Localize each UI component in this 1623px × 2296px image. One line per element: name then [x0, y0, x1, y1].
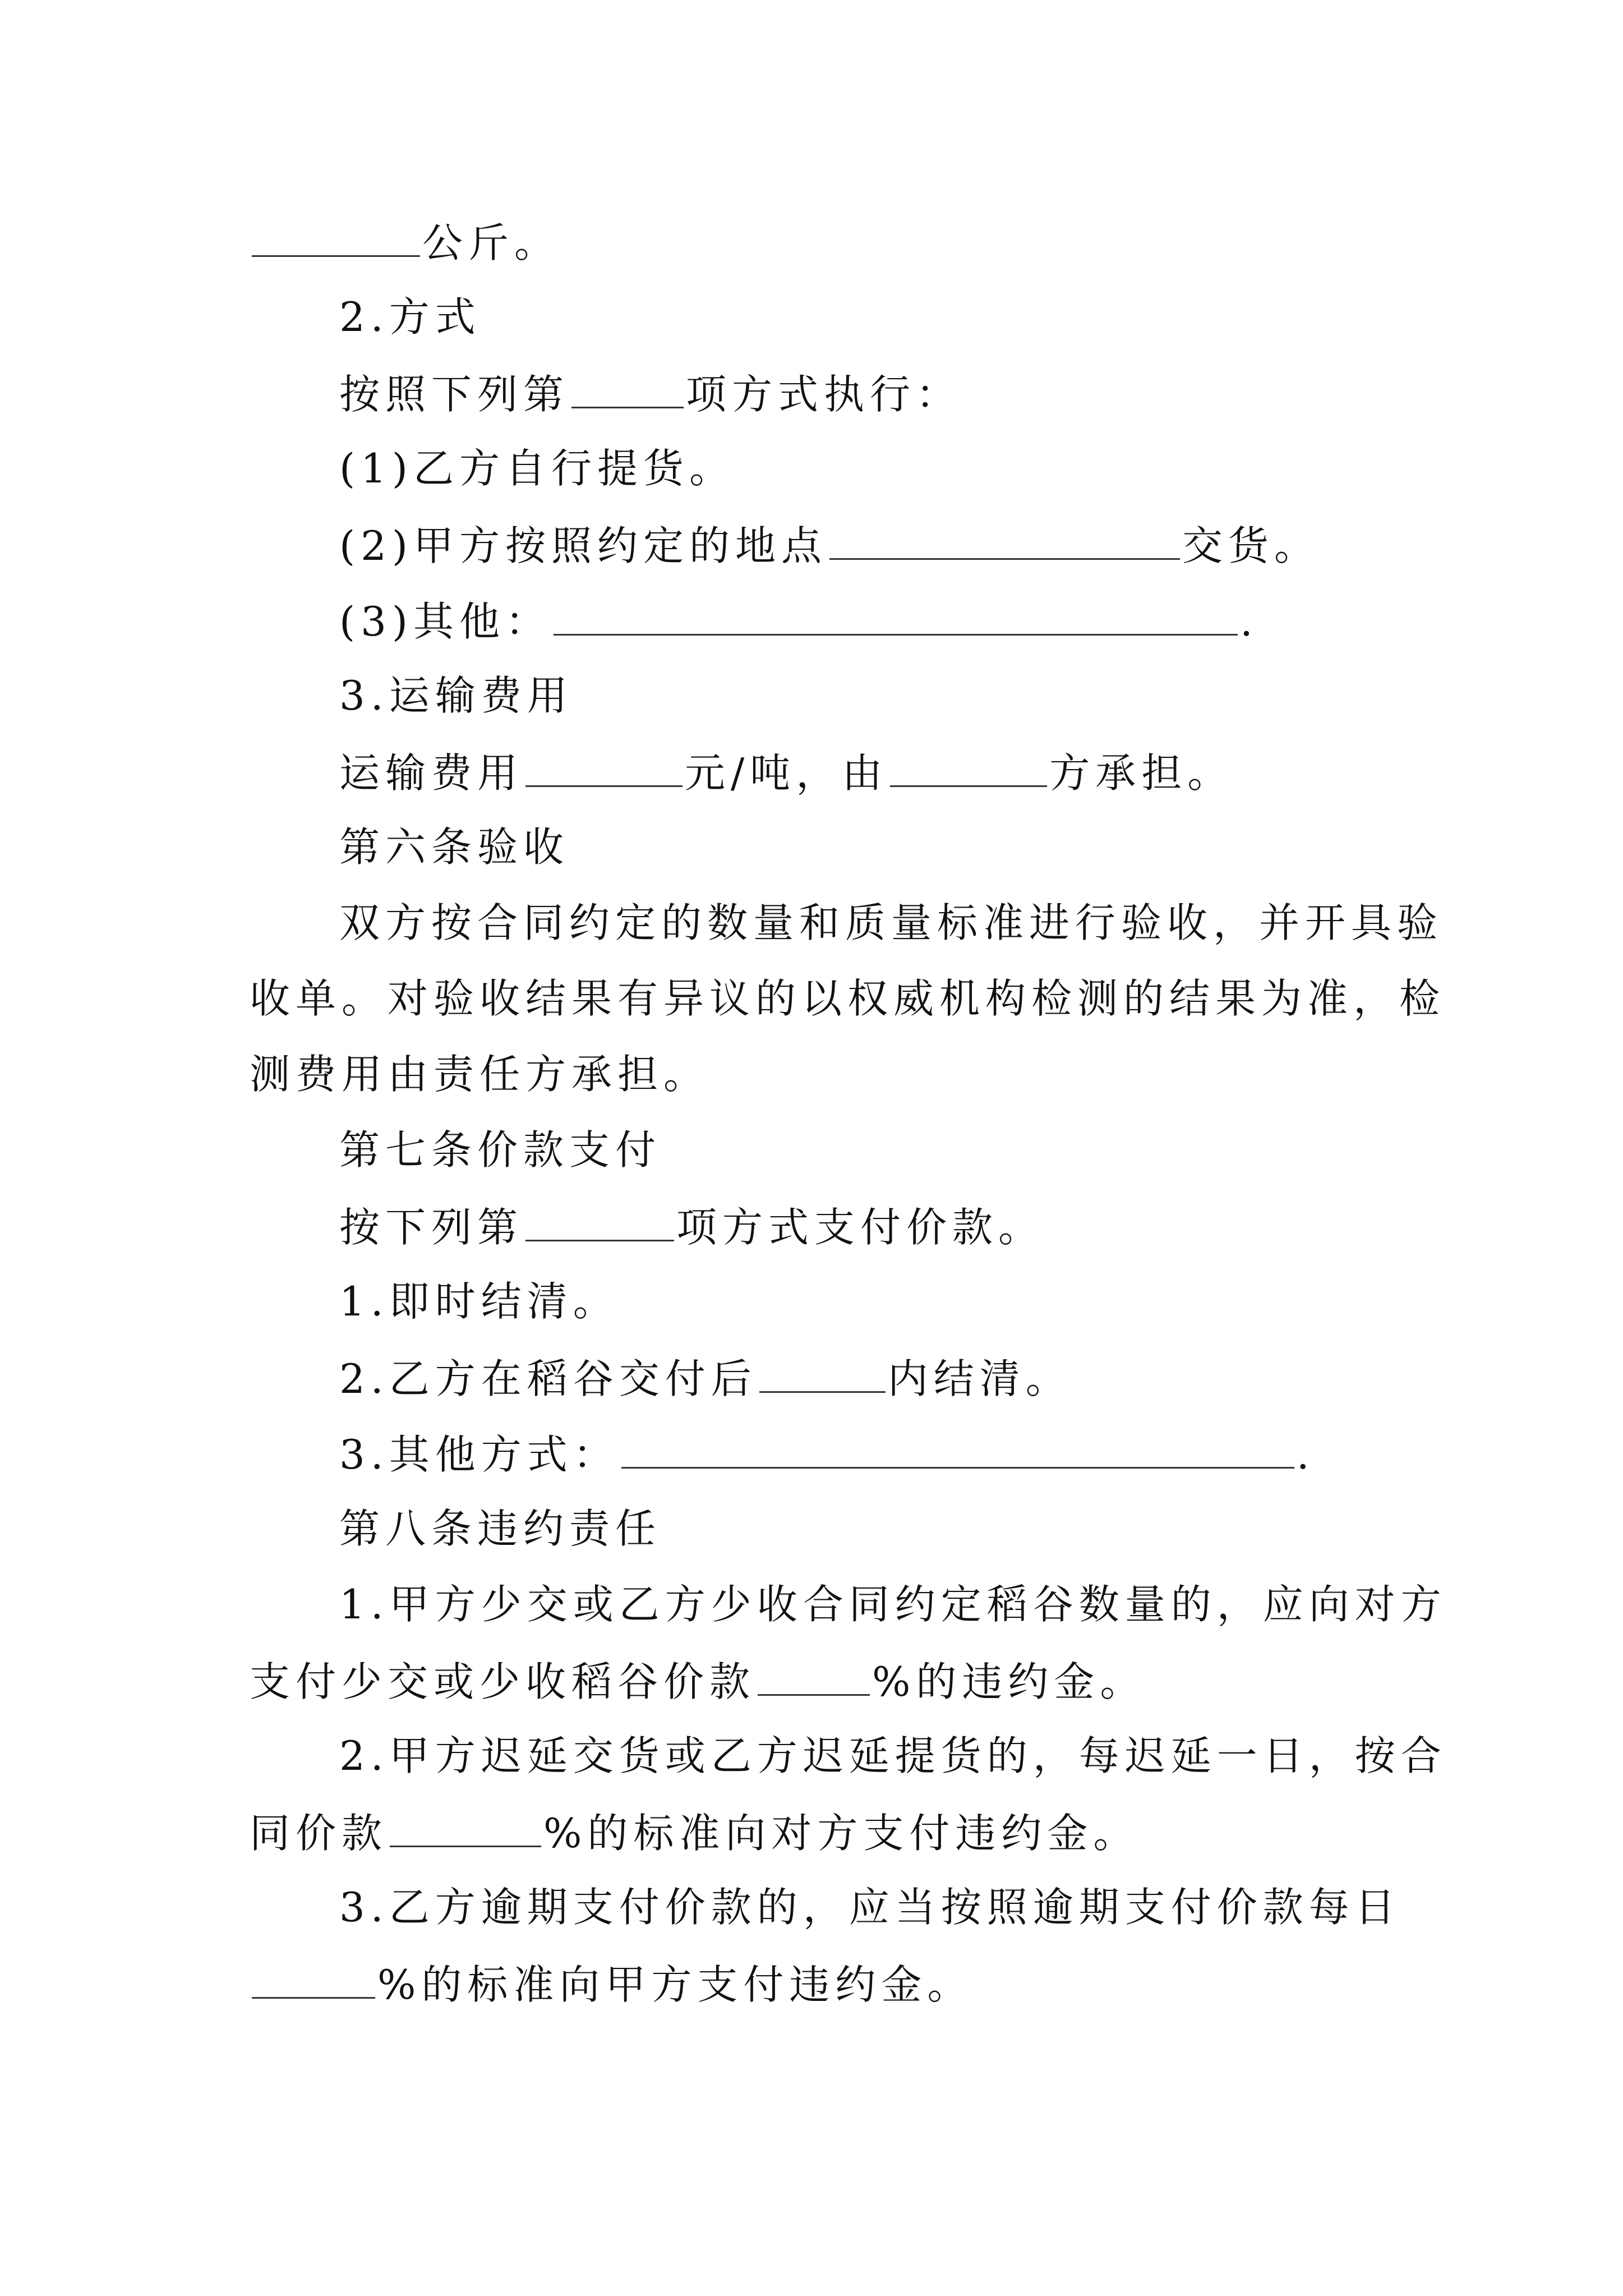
fill-blank[interactable]: [571, 367, 684, 408]
text-line-14: 按下列第 项方式支付价款。: [339, 1200, 1044, 1253]
text-line-10: 双方按合同约定的数量和质量标准进行验收，并开具验: [339, 899, 1444, 946]
text-line-5: (2)甲方按照约定的地点 交货。: [339, 519, 1320, 571]
text-line-15: 1.即时结清。: [339, 1278, 619, 1325]
fill-blank[interactable]: [829, 519, 1180, 560]
fill-blank[interactable]: [252, 216, 420, 257]
article-heading-8: 第八条违约责任: [339, 1505, 662, 1552]
text-line-23: 3.乙方逾期支付价款的，应当按照逾期支付价款每日: [339, 1884, 1401, 1931]
text-line-1: [250, 216, 560, 268]
section-heading-transport: 3.运输费用: [339, 672, 573, 719]
text-line-6: (3)其他： .: [339, 595, 1258, 647]
text-line-16: 2.乙方在稻谷交付后 内结清。: [339, 1352, 1072, 1404]
fill-blank[interactable]: [759, 1352, 886, 1393]
line-text: 公斤。: [422, 219, 561, 266]
text-line-24: %的标准向甲方支付违约金。: [250, 1958, 973, 2010]
text-line-19: 1.甲方少交或乙方少收合同约定稻谷数量的，应向对方: [339, 1581, 1447, 1628]
text-line-20: 支付少交或少收稻谷价款 %的违约金。: [250, 1655, 1146, 1707]
text-line-22: 同价款 %的标准向对方支付违约金。: [250, 1806, 1139, 1858]
text-line-4: (1)乙方自行提货。: [339, 445, 735, 492]
section-heading-method: 2.方式: [339, 293, 481, 341]
text-line-3: 按照下列第 项方式执行：: [339, 367, 962, 420]
fill-blank[interactable]: [621, 1428, 1294, 1469]
text-line-8: 运输费用 元/吨，由 方承担。: [339, 746, 1233, 798]
fill-blank[interactable]: [525, 1200, 674, 1241]
text-line-21: 2.甲方迟延交货或乙方迟延提货的，每迟延一日，按合: [339, 1732, 1447, 1779]
article-heading-7: 第七条价款支付: [339, 1126, 662, 1174]
text-line-11: 收单。对验收结果有异议的以权威机构检测的结果为准，检: [250, 975, 1446, 1022]
fill-blank[interactable]: [890, 746, 1047, 787]
text-line-17: 3.其他方式： .: [339, 1428, 1315, 1480]
fill-blank[interactable]: [758, 1655, 870, 1696]
text-line-12: 测费用由责任方承担。: [250, 1051, 710, 1098]
fill-blank[interactable]: [252, 1958, 375, 1999]
fill-blank[interactable]: [554, 595, 1238, 636]
fill-blank[interactable]: [525, 746, 683, 787]
article-heading-6: 第六条验收: [339, 823, 570, 871]
fill-blank[interactable]: [390, 1806, 541, 1847]
